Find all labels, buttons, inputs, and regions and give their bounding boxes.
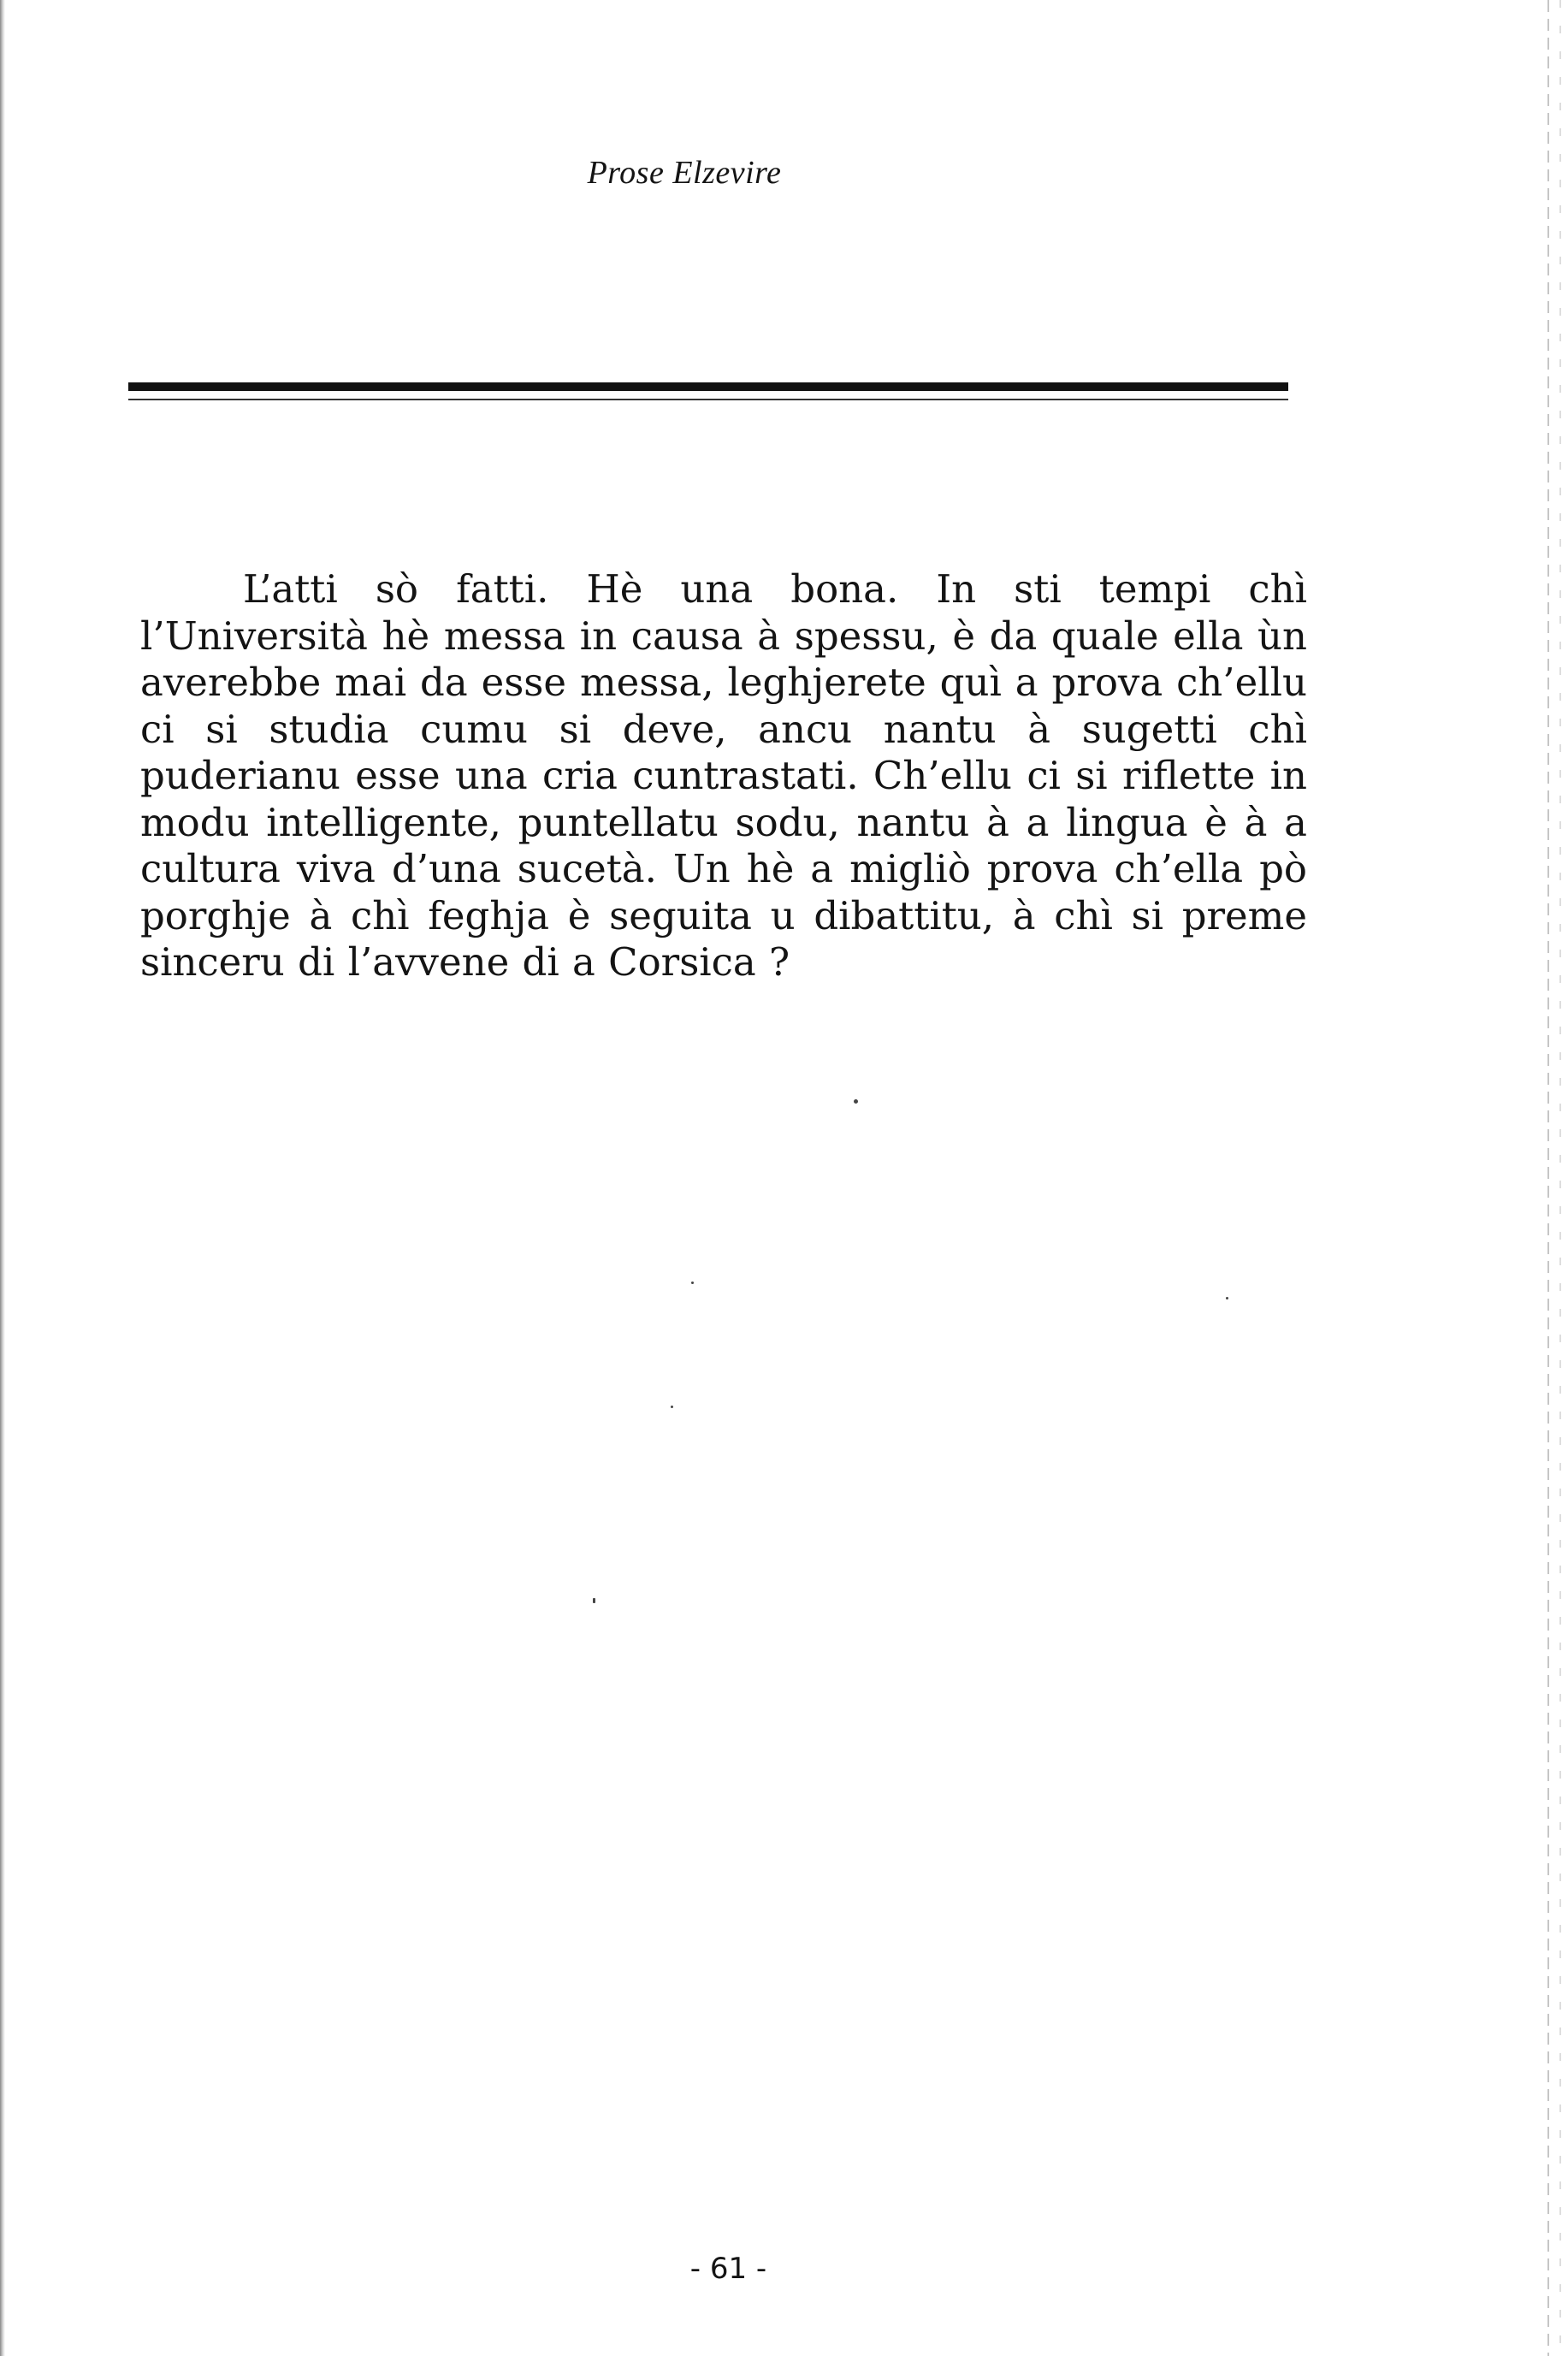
scan-right-edge — [1547, 0, 1549, 2356]
scan-right-edge-outer — [1559, 0, 1561, 2356]
scan-left-edge — [0, 0, 5, 2356]
scan-speck — [1226, 1297, 1228, 1299]
scan-speck — [854, 1099, 858, 1104]
scan-speck — [671, 1406, 673, 1408]
scan-speck — [593, 1598, 595, 1603]
header-rule-thick — [128, 382, 1288, 391]
body-paragraph: L’atti sò fatti. Hè una bona. In sti tempi chì l’Università hè messa in causa à spessu, è da quale ella ùn averebbe mai da esse messa, leghjerete quì a prova ch’ellu ci si studia cumu si deve, ancu nantu à sugetti chì puderianu esse una cria cuntrastati. Ch’ellu ci si riflette in modu intelligente, puntellatu sodu, nantu à a lingua è à a cultura viva d’una sucetà. Un hè a migliò prova ch’ella pò porghje à chì feghja è seguita u dibattitu, à chì si preme sinceru di l’avvene di a Corsica ? — [140, 566, 1307, 985]
running-head: Prose Elzevire — [587, 155, 782, 191]
page-number: - 61 - — [689, 2252, 767, 2286]
header-rule-thin — [128, 399, 1288, 400]
scan-speck — [691, 1282, 694, 1284]
